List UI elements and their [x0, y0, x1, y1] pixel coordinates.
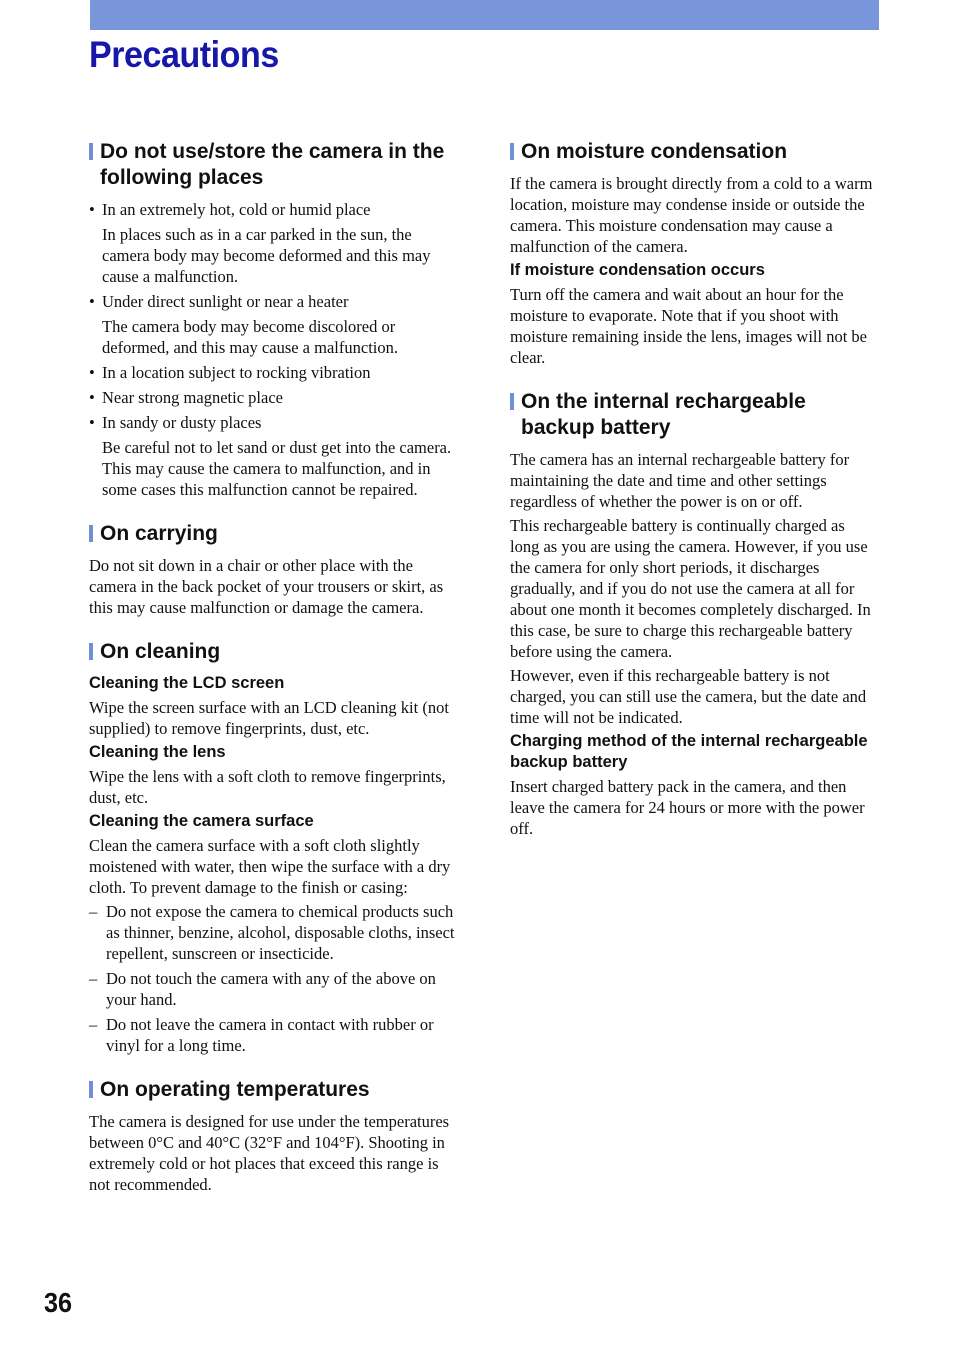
bullet-icon: •	[89, 363, 95, 382]
list-item-text: Near strong magnetic place	[102, 388, 283, 407]
section-moisture	[510, 139, 878, 368]
list-item-text: Do not touch the camera with any of the above on your hand.	[106, 969, 436, 1009]
bullet-icon: •	[89, 292, 95, 311]
list-item-text: Under direct sunlight or near a heater	[102, 292, 349, 311]
section-heading-backup-battery: On the internal rechargeable backup battery	[510, 389, 878, 441]
list-item	[89, 1014, 461, 1056]
list-item-text: In sandy or dusty places	[102, 413, 262, 432]
list-item-text: Do not leave the camera in contact with rubber or vinyl for a long time.	[106, 1015, 434, 1055]
moisture-occurs-body: Turn off the camera and wait about an hour for the moisture to evaporate. Note that if you shoot with moisture remaining inside the lens, images will not be clear.	[510, 285, 867, 367]
surface-body: Clean the camera surface with a soft cloth slightly moistened with water, then wipe the surface with a dry cloth. To prevent damage to the finish or casing:	[89, 836, 451, 897]
section-heading-carrying: On carrying	[89, 521, 461, 547]
list-item	[89, 362, 461, 383]
storage-places-list	[89, 199, 461, 500]
section-heading-cleaning: On cleaning	[89, 639, 461, 665]
battery-body-1: The camera has an internal rechargeable battery for maintaining the date and time and other settings regardless of whether the power is on or off.	[510, 450, 850, 511]
bullet-icon: •	[89, 200, 95, 219]
section-heading-moisture: On moisture condensation	[510, 139, 878, 165]
list-item-text: Do not expose the camera to chemical products such as thinner, benzine, alcohol, disposable cloths, insect repellent, sunscreen or insecticide.	[106, 902, 455, 963]
bullet-icon: •	[89, 413, 95, 432]
list-item	[89, 901, 461, 964]
list-item	[89, 199, 461, 287]
header-accent-bar	[90, 0, 879, 30]
section-heading-storage-places: Do not use/store the camera in the following places	[89, 139, 461, 191]
list-item	[89, 412, 461, 500]
list-item-text: In an extremely hot, cold or humid place	[102, 200, 371, 219]
temperatures-body: The camera is designed for use under the temperatures between 0°C and 40°C (32°F and 104°F). Shooting in extremely cold or hot places that exceed this range is not recommended.	[89, 1112, 450, 1194]
list-item	[89, 968, 461, 1010]
moisture-body: If the camera is brought directly from a cold to a warm location, moisture may condense inside or outside the camera. This moisture condensation may cause a malfunction of the camera.	[510, 174, 873, 256]
section-cleaning	[89, 639, 461, 1056]
subheading-lcd: Cleaning the LCD screen	[89, 674, 285, 692]
dash-icon: –	[89, 969, 98, 988]
subheading-surface: Cleaning the camera surface	[89, 812, 314, 830]
list-item-detail: Be careful not to let sand or dust get into the camera. This may cause the camera to malfunction, and in some cases this malfunction cannot be repaired.	[102, 438, 452, 499]
battery-body-2: This rechargeable battery is continually charged as long as you are using the camera. However, if you use the camera for only short periods, it discharges gradually, and if you do not use the camera at all for about one month it becomes completely discharged. In this case, be sure to charge this rechargeable battery before using the camera.	[510, 516, 871, 661]
list-item-detail: In places such as in a car parked in the sun, the camera body may become deformed and this may cause a malfunction.	[102, 225, 431, 286]
dash-icon: –	[89, 1015, 98, 1034]
list-item-text: In a location subject to rocking vibration	[102, 363, 371, 382]
lcd-body: Wipe the screen surface with an LCD cleaning kit (not supplied) to remove fingerprints, dust, etc.	[89, 698, 449, 738]
list-item	[89, 387, 461, 408]
dash-icon: –	[89, 902, 98, 921]
surface-caution-list	[89, 901, 461, 1056]
bullet-icon: •	[89, 388, 95, 407]
battery-body-3: However, even if this rechargeable battery is not charged, you can still use the camera, but the date and time will not be indicated.	[510, 666, 867, 727]
subheading-moisture-occurs: If moisture condensation occurs	[510, 261, 765, 279]
page-title: Precautions	[89, 34, 279, 75]
list-item	[89, 291, 461, 358]
subheading-charging-method: Charging method of the internal rechargeable backup battery	[510, 732, 868, 771]
section-storage-places	[89, 139, 461, 500]
section-heading-temperatures: On operating temperatures	[89, 1077, 461, 1103]
list-item-detail: The camera body may become discolored or deformed, and this may cause a malfunction.	[102, 317, 398, 357]
section-backup-battery	[510, 389, 878, 839]
subheading-lens: Cleaning the lens	[89, 743, 226, 761]
right-column	[510, 139, 878, 860]
lens-body: Wipe the lens with a soft cloth to remove fingerprints, dust, etc.	[89, 767, 446, 807]
section-carrying	[89, 521, 461, 618]
charging-method-body: Insert charged battery pack in the camera, and then leave the camera for 24 hours or more with the power off.	[510, 777, 865, 838]
page-number: 36	[44, 1287, 73, 1318]
left-column	[89, 139, 461, 1216]
section-temperatures	[89, 1077, 461, 1195]
carrying-body: Do not sit down in a chair or other place with the camera in the back pocket of your trousers or skirt, as this may cause malfunction or damage the camera.	[89, 556, 444, 617]
